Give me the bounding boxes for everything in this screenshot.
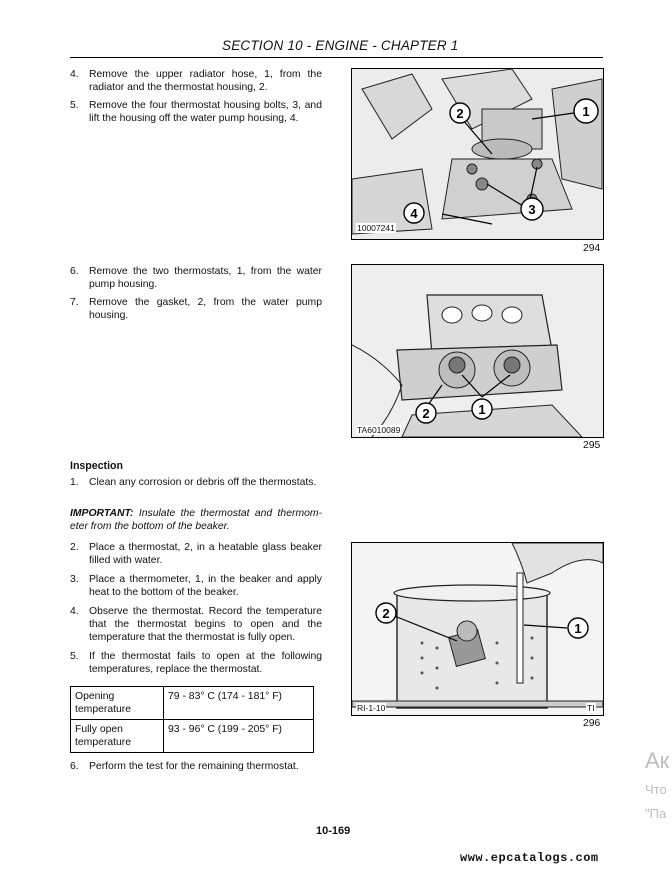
important-note bbox=[70, 507, 322, 533]
step-5 bbox=[70, 99, 322, 125]
step-text: Remove the two thermostats, 1, from the water pump housing. bbox=[89, 266, 322, 291]
site-link[interactable]: www.epcatalogs.com bbox=[460, 851, 599, 865]
callout-label: 4 bbox=[410, 206, 418, 221]
callout-label: 1 bbox=[582, 104, 590, 119]
table-cell-value: 79 - 83° C (174 - 181° F) bbox=[164, 687, 314, 720]
step-text: If the thermostat fails to open at the following temperatures, replace the thermostat. bbox=[89, 651, 322, 676]
watermark-text: Что bbox=[645, 782, 667, 797]
step-text: Remove the upper radiator hose, 1, from the radiator and the thermostat housing, 2. bbox=[89, 69, 322, 94]
step-number: 6. bbox=[70, 761, 79, 772]
inspection-step-6 bbox=[70, 760, 322, 773]
temperature-table bbox=[70, 686, 314, 753]
step-text: Perform the test for the remaining thermostat. bbox=[89, 761, 299, 772]
callout-label: 2 bbox=[456, 106, 464, 121]
figure-294 bbox=[351, 68, 604, 240]
figure-number: 295 bbox=[583, 440, 601, 451]
step-text: Observe the thermostat. Record the temperature that the thermostat begins to open and the temperature that the thermostat is fully open. bbox=[89, 606, 322, 644]
step-number: 5. bbox=[70, 100, 79, 111]
step-number: 4. bbox=[70, 606, 79, 617]
header-rule bbox=[70, 57, 603, 58]
page-number: 10-169 bbox=[316, 825, 351, 837]
inspection-step-2 bbox=[70, 541, 322, 567]
watermark-text: "Па bbox=[645, 806, 667, 821]
table-cell-label: Fully open temperature bbox=[71, 720, 164, 753]
table-cell-label: Opening temperature bbox=[71, 687, 164, 720]
callout-label: 1 bbox=[574, 621, 582, 636]
callout-label: 2 bbox=[382, 606, 390, 621]
table-row bbox=[71, 720, 314, 753]
figure-296 bbox=[351, 542, 604, 716]
step-number: 5. bbox=[70, 651, 79, 662]
step-number: 7. bbox=[70, 297, 79, 308]
table-cell-value: 93 - 96° C (199 - 205° F) bbox=[164, 720, 314, 753]
step-number: 6. bbox=[70, 266, 79, 277]
watermark-text: Ак bbox=[645, 748, 670, 773]
callout-label: 2 bbox=[422, 406, 430, 421]
step-text: Remove the gasket, 2, from the water pump housing. bbox=[89, 297, 322, 322]
inspection-step-4 bbox=[70, 605, 322, 645]
step-number: 3. bbox=[70, 574, 79, 585]
figure-295 bbox=[351, 264, 604, 438]
step-text: Place a thermostat, 2, in a heatable glass beaker filled with water. bbox=[89, 542, 322, 567]
beaker-test-illustration bbox=[352, 543, 603, 715]
step-number: 1. bbox=[70, 477, 79, 488]
step-7 bbox=[70, 296, 322, 322]
figure-code-secondary: TI bbox=[587, 703, 595, 713]
important-label: IMPORTANT: bbox=[70, 508, 134, 519]
important-text: Insulate the thermostat and thermom-eter from the bottom of the beaker. bbox=[70, 508, 322, 533]
figure-code: TA6010089 bbox=[357, 425, 401, 435]
callout-label: 1 bbox=[478, 402, 486, 417]
inspection-heading: Inspection bbox=[70, 460, 123, 472]
step-4 bbox=[70, 68, 322, 94]
table-row bbox=[71, 687, 314, 720]
step-text: Clean any corrosion or debris off the thermostats. bbox=[89, 477, 317, 488]
inspection-step-5 bbox=[70, 650, 322, 676]
step-text: Place a thermometer, 1, in the beaker and apply heat to the bottom of the beaker. bbox=[89, 574, 322, 599]
figure-code: 10007241 bbox=[357, 223, 395, 233]
figure-number: 296 bbox=[583, 718, 601, 729]
callout-label: 3 bbox=[528, 202, 536, 217]
figure-code: RI-1-10 bbox=[357, 703, 386, 713]
figure-number: 294 bbox=[583, 243, 601, 254]
step-text: Remove the four thermostat housing bolts, 3, and lift the housing off the water pump housing, 4. bbox=[89, 100, 322, 125]
step-6 bbox=[70, 265, 322, 291]
step-number: 4. bbox=[70, 69, 79, 80]
engine-thermostat-housing-illustration bbox=[352, 69, 603, 239]
step-number: 2. bbox=[70, 542, 79, 553]
water-pump-housing-illustration bbox=[352, 265, 603, 437]
inspection-step-3 bbox=[70, 573, 322, 599]
inspection-step-1 bbox=[70, 476, 322, 489]
page-header: SECTION 10 - ENGINE - CHAPTER 1 bbox=[222, 38, 459, 53]
